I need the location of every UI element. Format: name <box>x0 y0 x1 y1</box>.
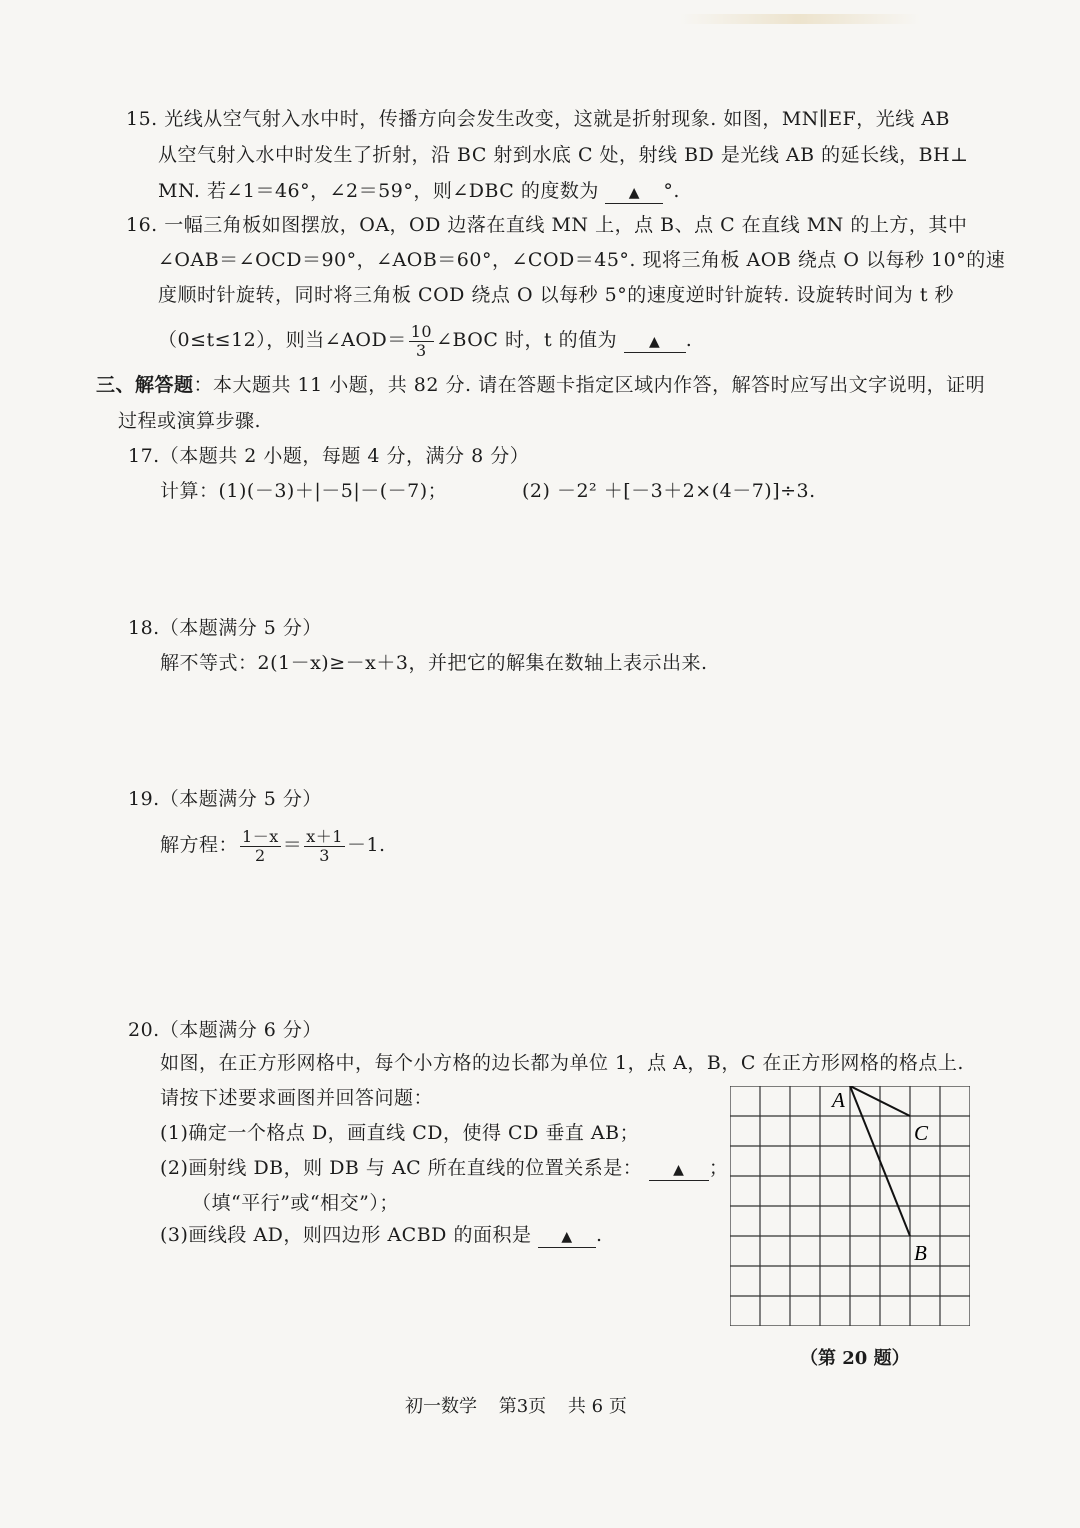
q20-line2: 请按下述要求画图并回答问题： <box>160 1087 434 1109</box>
q16-line4-mid: ∠BOC 时，t 的值为 <box>436 329 618 351</box>
q20-line1: 如图，在正方形网格中，每个小方格的边长都为单位 1，点 A，B，C 在正方形网格的格点上. <box>160 1052 964 1074</box>
grid-lines <box>730 1086 970 1326</box>
q20-line6 <box>160 1222 603 1248</box>
q19-eq: ＝ <box>282 834 303 856</box>
q20-answer-blank-2: ▲ <box>649 1160 709 1181</box>
section3-line2: 过程或演算步骤. <box>118 410 262 432</box>
q16-fraction <box>409 323 434 360</box>
footer-subject: 初一数学 <box>405 1396 477 1417</box>
q16-line4 <box>158 318 692 362</box>
q20-header: 20.（本题满分 6 分） <box>128 1019 322 1041</box>
label-a: A <box>832 1088 845 1112</box>
q19-header: 19.（本题满分 5 分） <box>128 788 322 810</box>
section3-line1-rest: ：本大题共 11 小题，共 82 分. 请在答题卡指定区域内作答，解答时应写出文字说明，证明 <box>193 374 986 396</box>
q19-f1-den: 2 <box>255 845 266 865</box>
q15-line3 <box>158 178 680 204</box>
q15-answer-blank: ▲ <box>605 183 663 204</box>
q18-header: 18.（本题满分 5 分） <box>128 617 322 639</box>
q19-post: －1. <box>346 834 386 856</box>
q15-line3-post: °. <box>663 180 680 202</box>
q20-line6-post: . <box>596 1224 603 1246</box>
q16-line2: ∠OAB＝∠OCD＝90°，∠AOB＝60°，∠COD＝45°. 现将三角板 AOB 绕点 O 以每秒 10°的速 <box>158 249 1006 271</box>
q16-answer-blank: ▲ <box>624 332 686 353</box>
q15-line3-text: MN. 若∠1＝46°，∠2＝59°，则∠DBC 的度数为 <box>158 180 599 202</box>
section3-line1 <box>96 372 985 398</box>
label-b: B <box>914 1241 927 1265</box>
q16-frac-den: 3 <box>416 340 427 360</box>
q19-frac-left <box>240 828 281 865</box>
q19-f2-den: 3 <box>319 845 330 865</box>
label-c: C <box>914 1121 929 1145</box>
q19-equation <box>160 822 386 868</box>
q20-grid-figure <box>730 1086 970 1326</box>
q18-body: 解不等式：2(1－x)≥－x＋3，并把它的解集在数轴上表示出来. <box>160 652 708 674</box>
q19-f1-num: 1－x <box>242 826 279 846</box>
q19-f2-num: x＋1 <box>306 826 343 846</box>
q17-part2: (2) －2² ＋[－3＋2×(4－7)]÷3. <box>522 480 816 502</box>
q20-line4-post: ； <box>708 1157 729 1179</box>
q20-answer-blank-3: ▲ <box>538 1227 596 1248</box>
q17-part1: 计算：(1)(－3)＋|－5|－(－7)； <box>160 480 448 502</box>
page-footer <box>405 1392 643 1418</box>
q16-line4-pre: （0≤t≤12），则当∠AOD＝ <box>158 329 407 351</box>
q19-pre: 解方程： <box>160 834 239 856</box>
q19-frac-right <box>304 828 345 865</box>
q20-line4-pre: (2)画射线 DB，则 DB 与 AC 所在直线的位置关系是： <box>160 1157 643 1179</box>
section3-title: 三、解答题 <box>96 374 194 396</box>
q20-caption: （第 20 题） <box>800 1348 910 1369</box>
footer-page: 第3页 <box>498 1396 547 1417</box>
q16-line4-post: . <box>685 329 693 351</box>
q16-frac-num: 10 <box>410 321 433 341</box>
q16-line3: 度顺时针旋转，同时将三角板 COD 绕点 O 以每秒 5°的速度逆时针旋转. 设旋转时间为 t 秒 <box>158 284 955 306</box>
q20-line3: (1)确定一个格点 D，画直线 CD，使得 CD 垂直 AB； <box>160 1122 640 1144</box>
q20-line4 <box>160 1155 728 1181</box>
q15-line2: 从空气射入水中时发生了折射，沿 BC 射到水底 C 处，射线 BD 是光线 AB 的延长线，BH⊥ <box>158 144 969 166</box>
grid-svg <box>730 1086 970 1326</box>
footer-total: 共 6 页 <box>567 1396 627 1417</box>
q20-line6-pre: (3)画线段 AD，则四边形 ACBD 的面积是 <box>160 1224 532 1246</box>
q17-header: 17.（本题共 2 小题，每题 4 分，满分 8 分） <box>128 445 530 467</box>
q16-line1: 16. 一幅三角板如图摆放，OA，OD 边落在直线 MN 上，点 B、点 C 在直线 MN 的上方，其中 <box>126 214 968 236</box>
scan-shade <box>680 14 920 24</box>
q15-line1: 15. 光线从空气射入水中时，传播方向会发生改变，这就是折射现象. 如图，MN∥EF，光线 AB <box>126 108 950 130</box>
q20-line5: （填“平行”或“相交”）； <box>192 1192 399 1214</box>
